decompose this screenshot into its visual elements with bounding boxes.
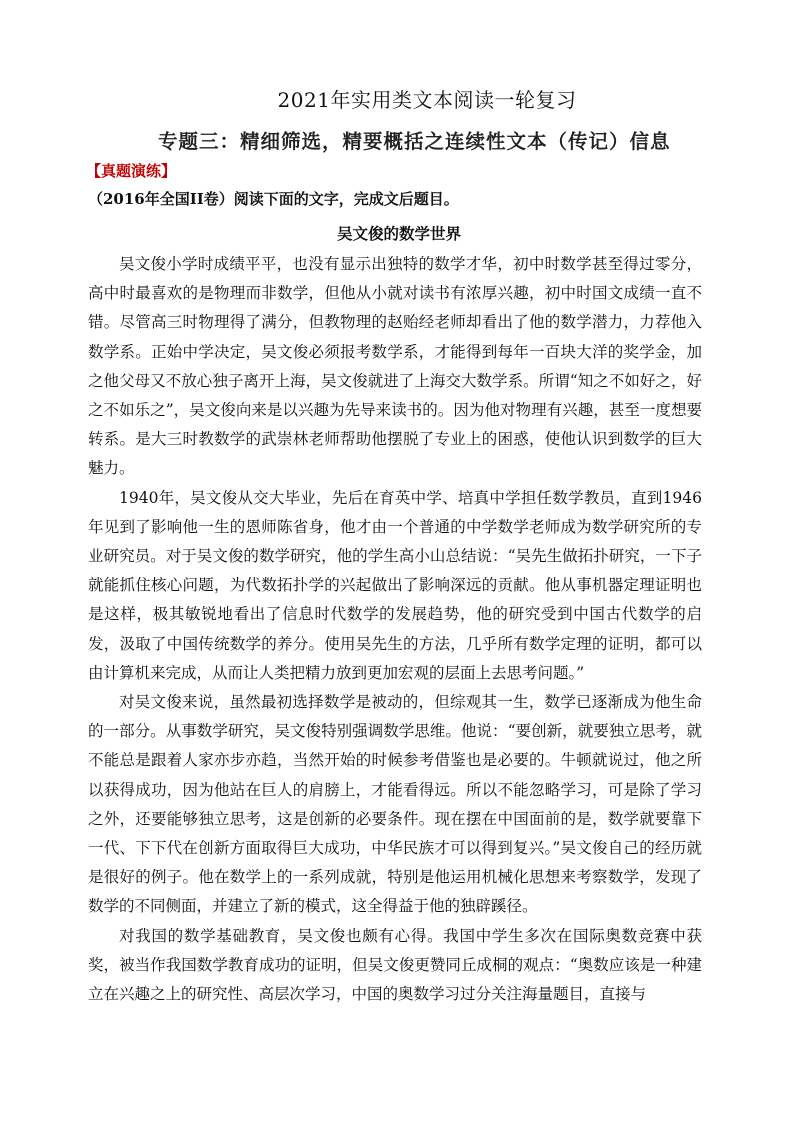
article-body [88,250,702,1009]
paragraph: 对我国的数学基础教育，吴文俊也颇有心得。我国中学生多次在国际奥数竞赛中获奖，被当作我国数学教育成功的证明，但吴文俊更赞同丘成桐的观点：“奥数应该是一种建立在兴趣之上的研究性、高层次学习，中国的奥数学习过分关注海量题目，直接与 [88,926,702,1004]
paragraph: 对吴文俊来说，虽然最初选择数学是被动的，但综观其一生，数学已逐渐成为他生命的一部分。从事数学研究，吴文俊特别强调数学思维。他说：“要创新，就要独立思考，就不能总是跟着人家亦步亦趋，当然开始的时候参考借鉴也是必要的。牛顿就说过，他之所以获得成功，因为他站在巨人的肩膀上，才能看得远。所以不能忽略学习，可是除了学习之外，还要能够独立思考，这是创新的必要条件。现在摆在中国面前的是，数学就要靠下一代、下下代在创新方面取得巨大成功，中华民族才可以得到复兴。”吴文俊自己的经历就是很好的例子。他在数学上的一系列成就，特别是他运用机械化思想来考察数学，发现了数学的不同侧面，并建立了新的模式，这全得益于他的独辟蹊径。 [88,693,702,916]
article-title: 吴文俊的数学世界 [336,224,461,243]
paragraph: 1940年，吴文俊从交大毕业，先后在育英中学、培真中学担任数学教员，直到1946年见到了影响他一生的恩师陈省身，他才由一个普通的中学数学老师成为数学研究所的专业研究员。对于吴文俊的数学研究，他的学生高小山总结说：“吴先生做拓扑研究，一下子就能抓住核心问题，为代数拓扑学的兴起做出了影响深远的贡献。他从事机器定理证明也是这样，极其敏锐地看出了信息时代数学的发展趋势，他的研究受到中国古代数学的启发，汲取了中国传统数学的养分。使用吴先生的方法，几乎所有数学定理的证明，都可以由计算机来完成，从而让人类把精力放到更加宏观的层面上去思考问题。” [88,488,702,682]
exercise-intro: （2016年全国II卷）阅读下面的文字，完成文后题目。 [88,190,459,208]
document-title: 2021年实用类文本阅读一轮复习 [277,88,577,112]
paragraph: 吴文俊小学时成绩平平，也没有显示出独特的数学才华，初中时数学甚至得过零分，高中时最喜欢的是物理而非数学，但他从小就对读书有浓厚兴趣，初中时国文成绩一直不错。尽管高三时物理得了满分，但教物理的赵贻经老师却看出了他的数学潜力，力荐他入数学系。正始中学决定，吴文俊必须报考数学系，才能得到每年一百块大洋的奖学金，加之他父母又不放心独子离开上海，吴文俊就进了上海交大数学系。所谓“知之不如好之，好之不如乐之”，吴文俊向来是以兴趣为先导来读书的。因为他对物理有兴趣，甚至一度想要转系。是大三时教数学的武崇林老师帮助他摆脱了专业上的困惑，使他认识到数学的巨大魅力。 [88,255,702,478]
document-subtitle: 专题三：精细筛选，精要概括之连续性文本（传记）信息 [158,130,671,153]
section-tag: 【真题演练】 [86,162,177,180]
